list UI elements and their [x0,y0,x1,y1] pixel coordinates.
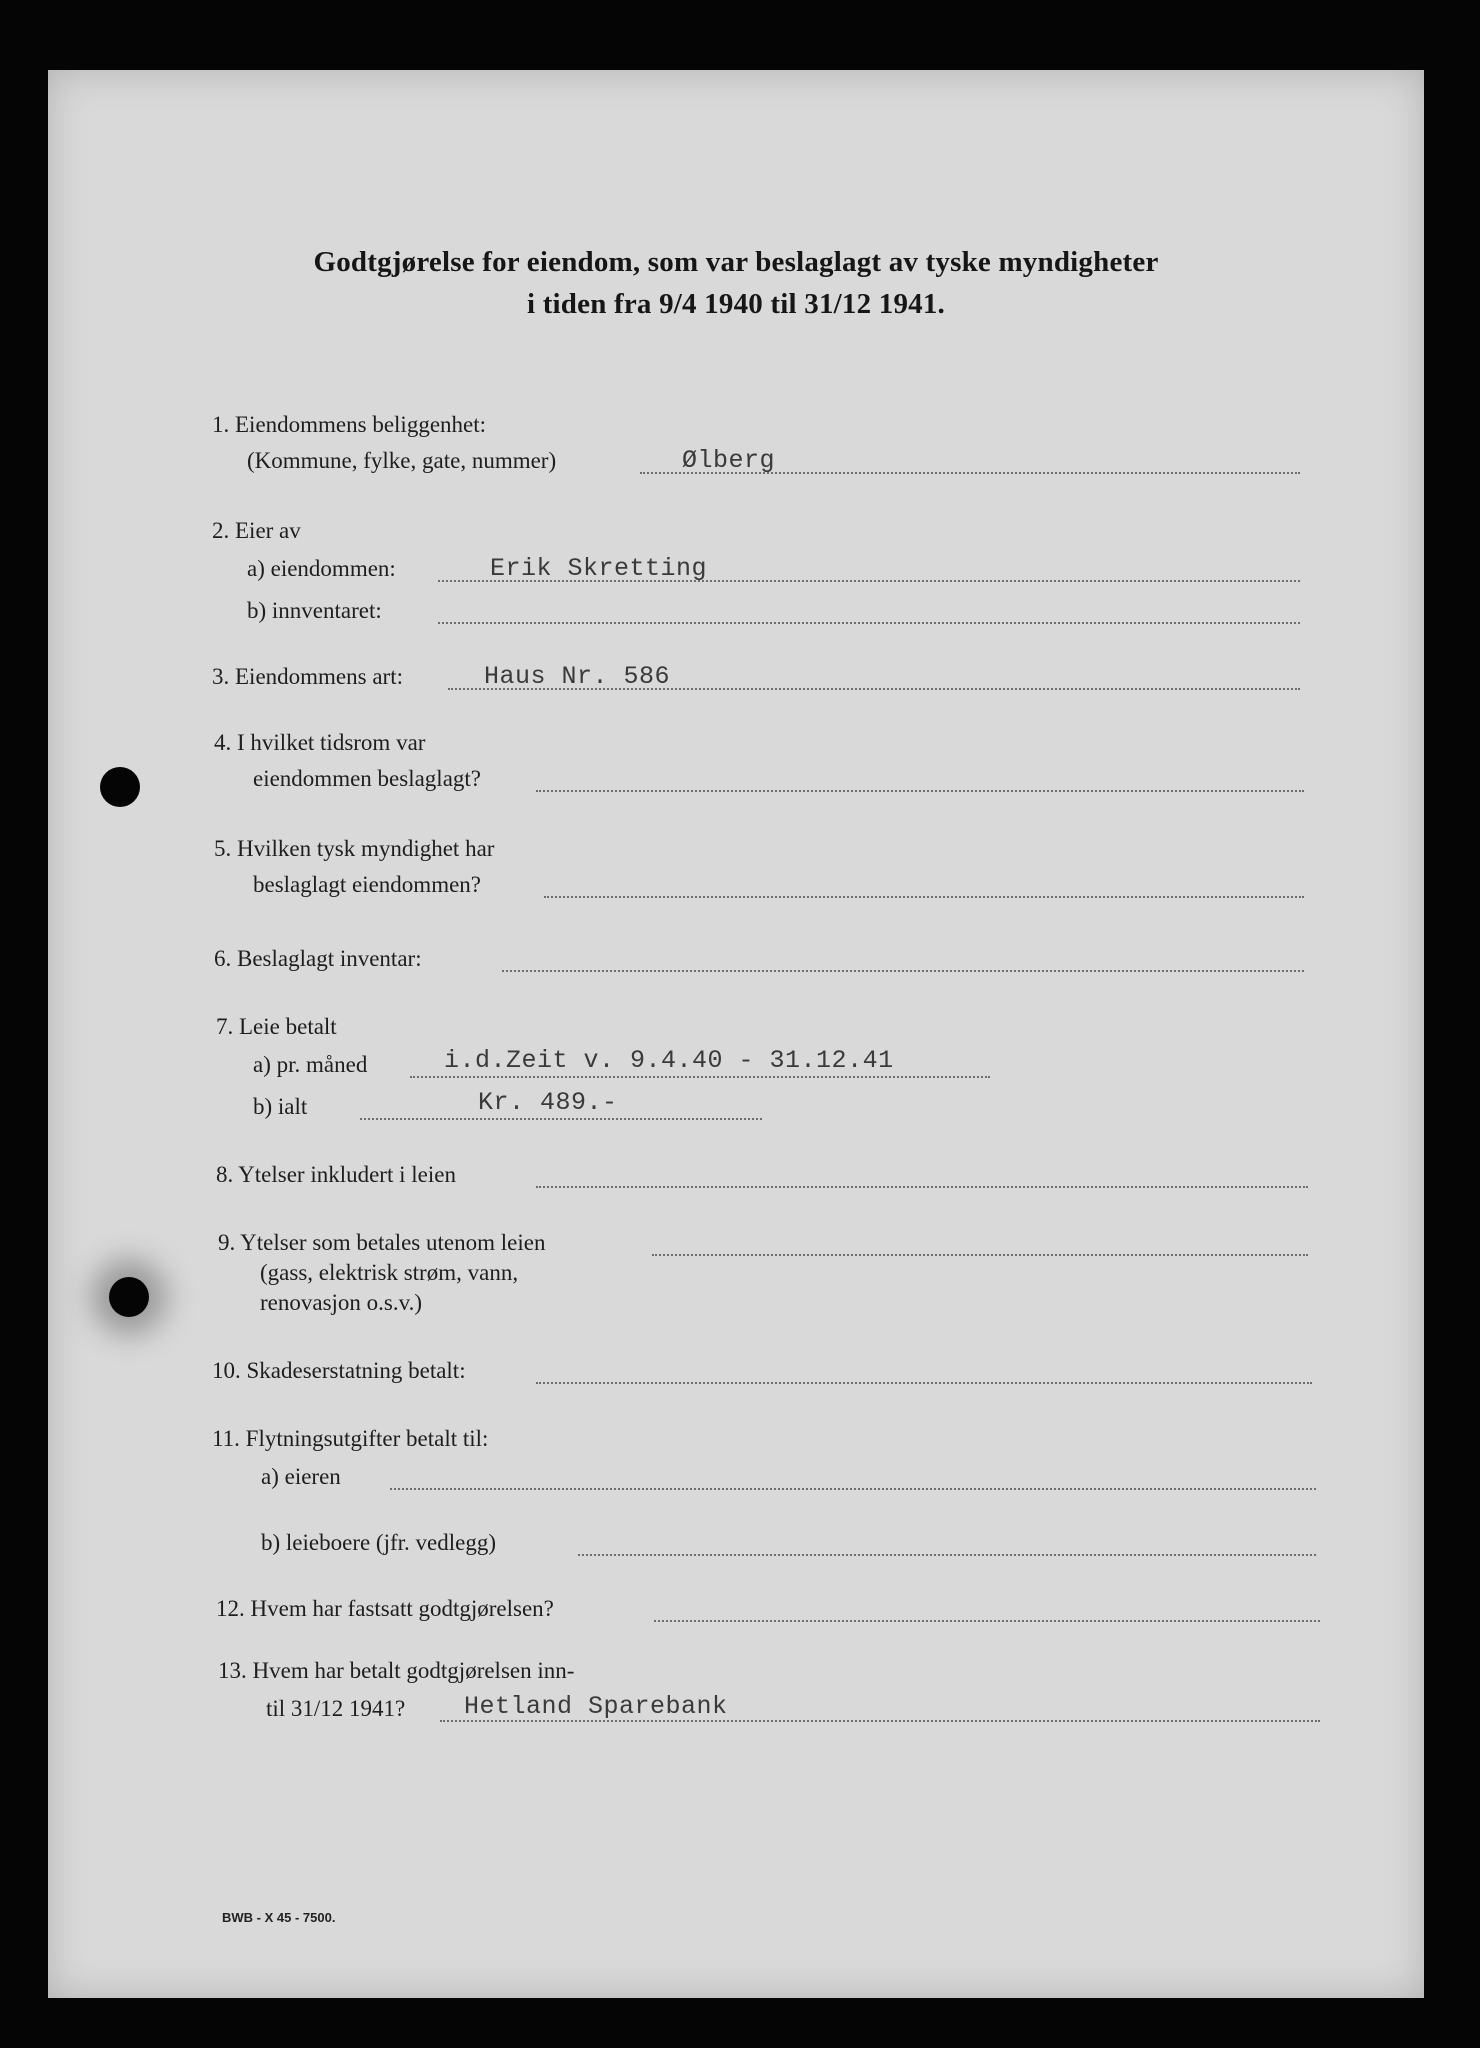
q4-label-cont: eiendommen beslaglagt? [253,766,482,791]
q3-answer: Haus Nr. 586 [484,662,671,691]
q7a-answer-line [410,1076,990,1078]
q7-label: 7. Leie betalt [216,1014,337,1039]
q12-label: 12. Hvem har fastsatt godtgjørelsen? [216,1596,554,1621]
q1-answer: Ølberg [682,446,776,475]
q11b-answer-line [578,1554,1316,1556]
q7a-answer: i.d.Zeit v. 9.4.40 - 31.12.41 [444,1046,894,1075]
q1-hint: (Kommune, fylke, gate, nummer) [247,448,557,473]
q2a-label: a) eiendommen: [247,556,396,581]
form-page [48,70,1424,1998]
form-code: BWB - X 45 - 7500. [222,1910,336,1925]
q5-label-cont: beslaglagt eiendommen? [253,872,482,897]
q4-answer-line [536,790,1304,792]
form-title-line2: i tiden fra 9/4 1940 til 31/12 1941. [526,288,945,320]
q11a-label: a) eieren [261,1464,341,1489]
q2b-label: b) innventaret: [247,598,382,623]
q1-label: 1. Eiendommens beliggenhet: [212,412,487,437]
punch-hole-bottom [109,1277,149,1317]
q5-label: 5. Hvilken tysk myndighet har [214,836,495,861]
q3-label: 3. Eiendommens art: [212,664,403,689]
q9-hint-1: (gass, elektrisk strøm, vann, [260,1260,519,1285]
form-title-line1: Godtgjørelse for eiendom, som var beslaglagt av tyske myndigheter [313,246,1159,278]
q8-label: 8. Ytelser inkludert i leien [216,1162,456,1187]
q13-label: 13. Hvem har betalt godtgjørelsen inn- [218,1658,575,1683]
punch-hole-top [100,767,140,807]
q7b-answer-line [360,1118,762,1120]
q6-answer-line [502,970,1304,972]
q5-answer-line [544,896,1304,898]
q11a-answer-line [390,1488,1316,1490]
q12-answer-line [654,1620,1320,1622]
q8-answer-line [536,1186,1308,1188]
q10-answer-line [536,1382,1312,1384]
q11b-label: b) leieboere (jfr. vedlegg) [261,1530,496,1555]
q9-hint-2: renovasjon o.s.v.) [260,1290,423,1315]
q2a-answer: Erik Skretting [490,554,708,583]
q7a-label: a) pr. måned [253,1052,368,1077]
q2b-answer-line [438,622,1300,624]
q9-label: 9. Ytelser som betales utenom leien [218,1230,546,1255]
q9-answer-line [652,1254,1308,1256]
q4-label: 4. I hvilket tidsrom var [214,730,426,755]
q2-label: 2. Eier av [212,518,301,543]
q7b-label: b) ialt [253,1094,308,1119]
q10-label: 10. Skadeserstatning betalt: [212,1358,466,1383]
q11-label: 11. Flytningsutgifter betalt til: [212,1426,489,1451]
q13-label-cont: til 31/12 1941? [266,1696,406,1721]
q13-answer: Hetland Sparebank [464,1692,728,1721]
q6-label: 6. Beslaglagt inventar: [214,946,422,971]
q7b-answer: Kr. 489.- [478,1088,618,1117]
